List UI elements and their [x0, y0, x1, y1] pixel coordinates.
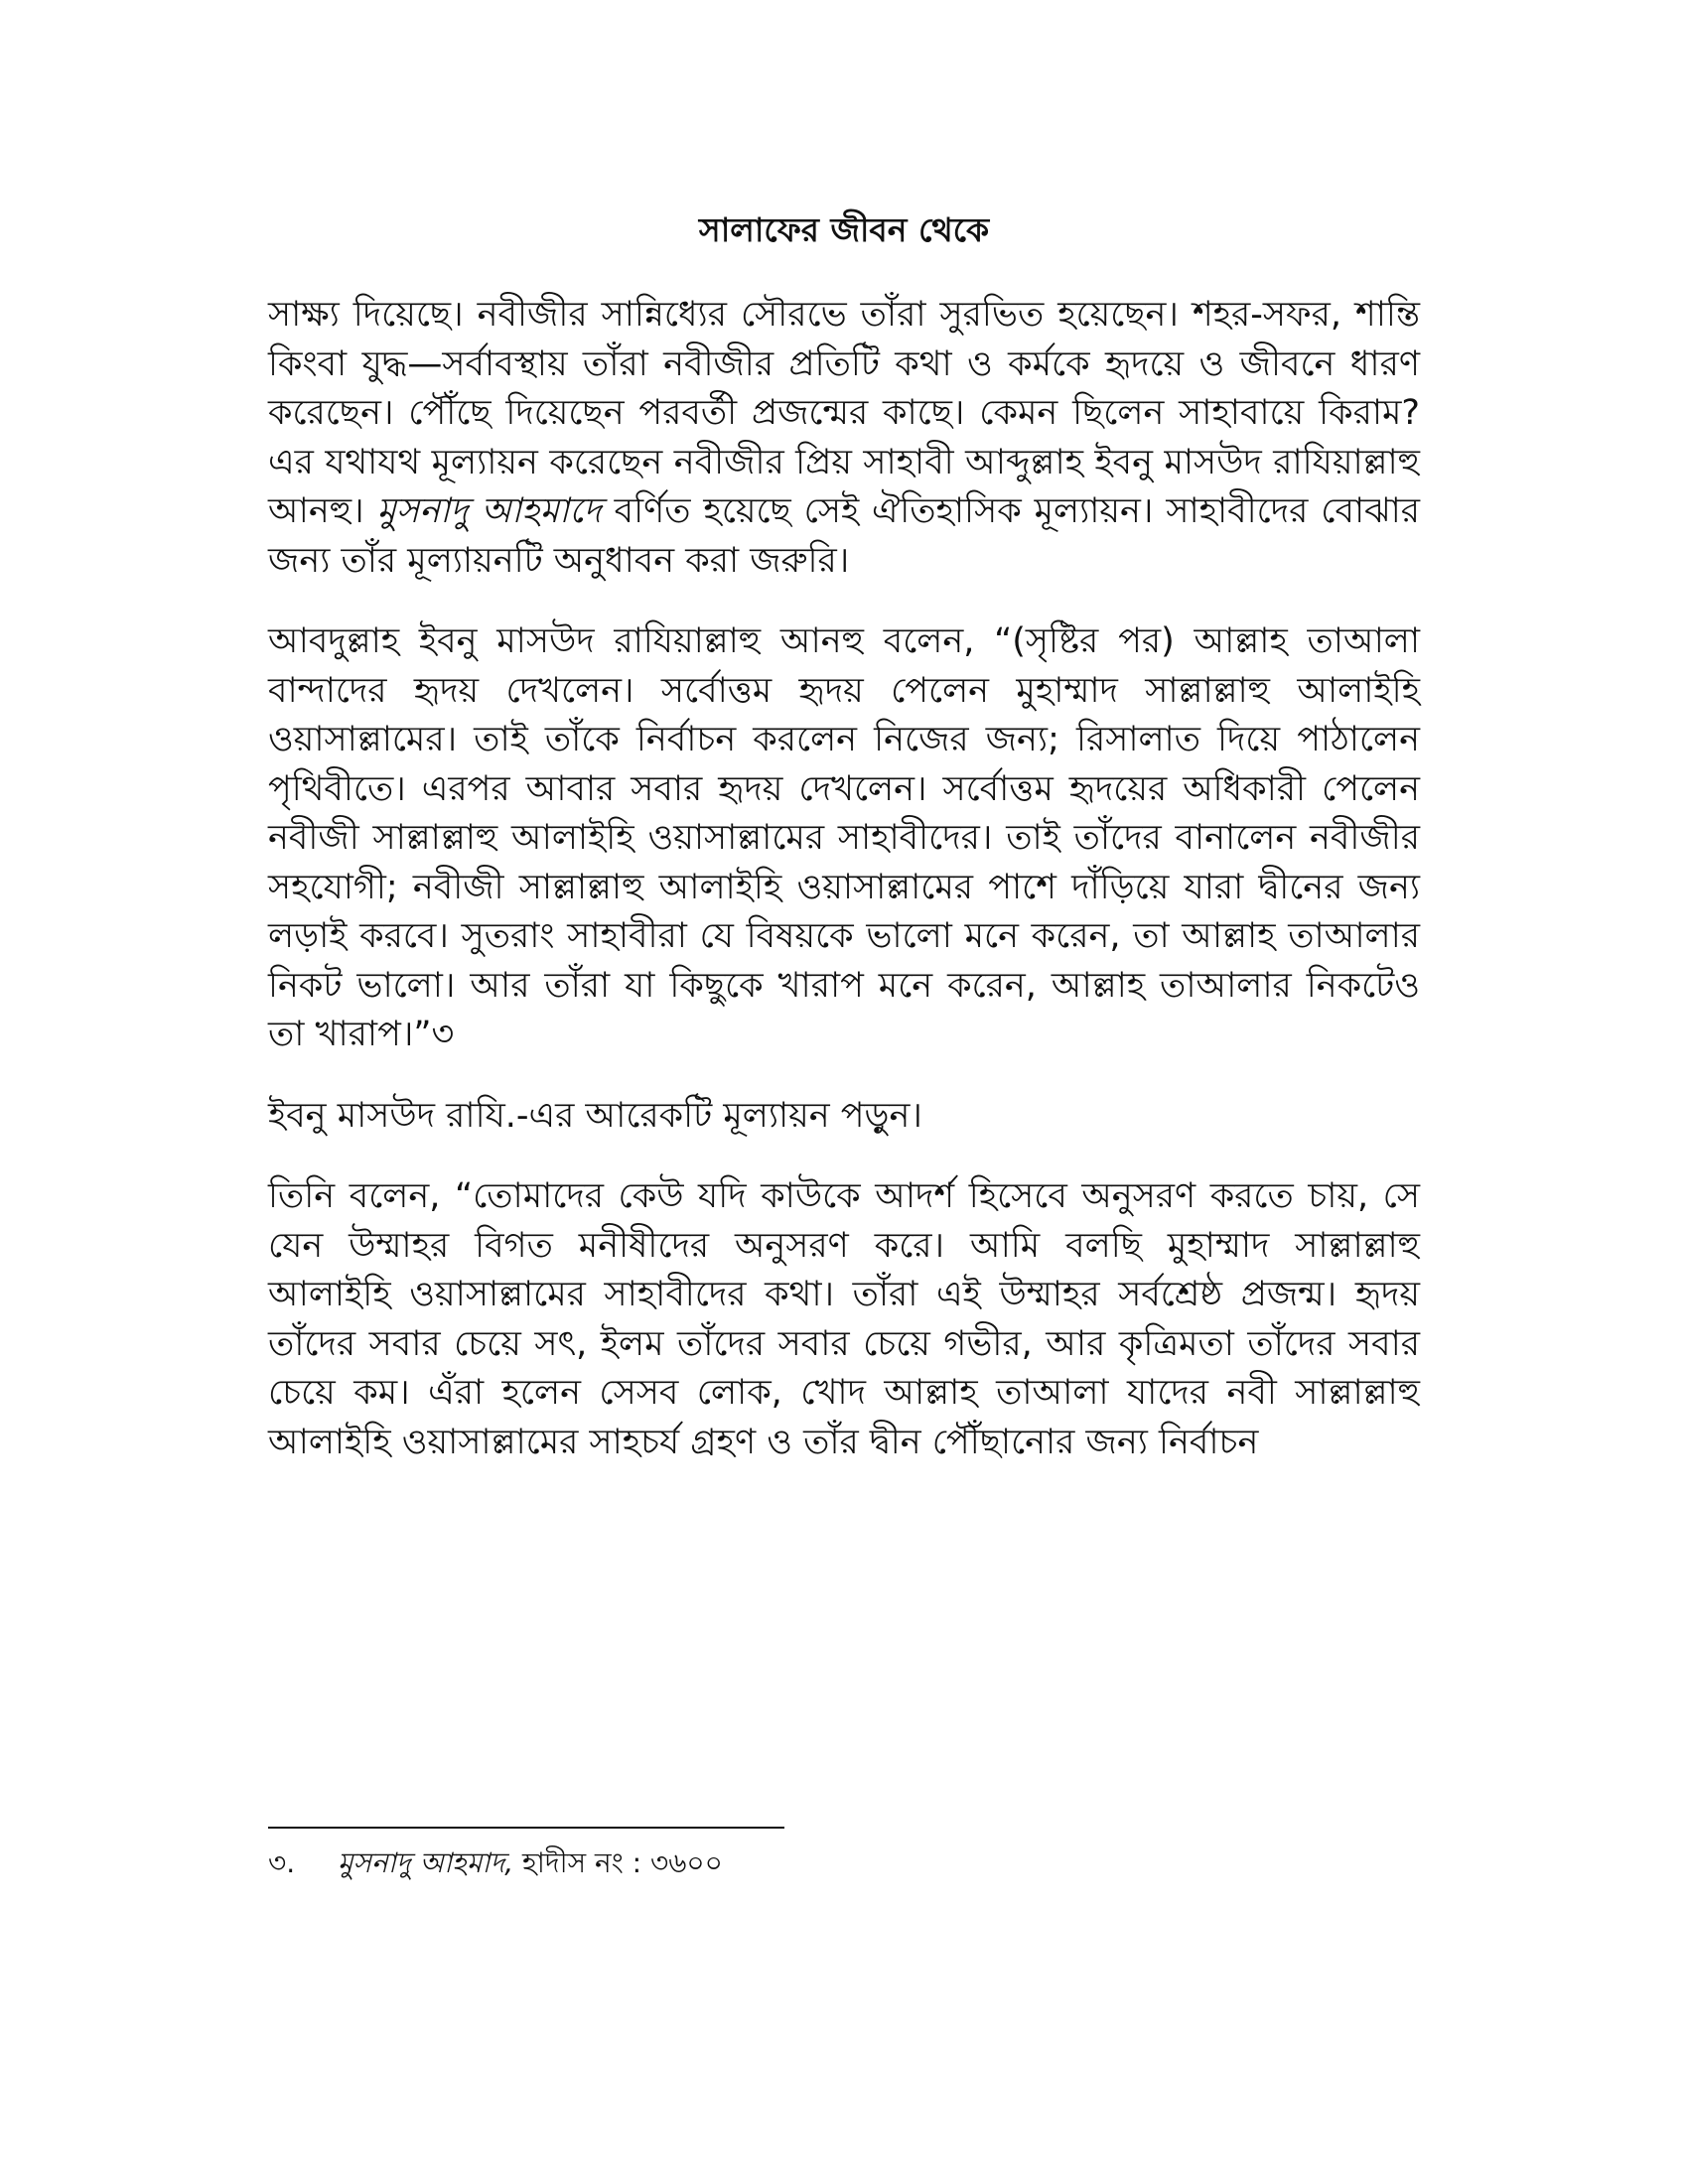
footnote-number: ৩. — [268, 1846, 296, 1879]
body-text — [268, 291, 1420, 1467]
paragraph-1-text-end: বর্ণিত হয়েছে সেই ঐতিহাসিক মূল্যায়ন। সাহাবীদের বোঝার জন্য তাঁর মূল্যায়নটি অনুধাবন করা জরুরি। — [268, 491, 1420, 581]
footnote-divider — [268, 1827, 784, 1829]
paragraph-2: আবদুল্লাহ ইবনু মাসউদ রাযিয়াল্লাহু আনহু বলেন, “(সৃষ্টির পর) আল্লাহ তাআলা বান্দাদের হৃদয় দেখলেন। সর্বোত্তম হৃদয় পেলেন মুহাম্মাদ সাল্লাল্লাহু আলাইহি ওয়াসাল্লামের। তাই তাঁকে নির্বাচন করলেন নিজের জন্য; রিসালাত দিয়ে পাঠালেন পৃথিবীতে। এরপর আবার সবার হৃদয় দেখলেন। সর্বোত্তম হৃদয়ের অধিকারী পেলেন নবীজী সাল্লাল্লাহু আলাইহি ওয়াসাল্লামের সাহাবীদের। তাই তাঁদের বানালেন নবীজীর সহযোগী; নবীজী সাল্লাল্লাহু আলাইহি ওয়াসাল্লামের পাশে দাঁড়িয়ে যারা দ্বীনের জন্য লড়াই করবে। সুতরাং সাহাবীরা যে বিষয়কে ভালো মনে করেন, তা আল্লাহ তাআলার নিকট ভালো। আর তাঁরা যা কিছুকে খারাপ মনে করেন, আল্লাহ তাআলার নিকটেও তা খারাপ।”৩ — [268, 621, 1420, 1054]
running-header: সালাফের জীবন থেকে — [698, 210, 990, 249]
paragraph-3: ইবনু মাসউদ রাযি.-এর আরেকটি মূল্যায়ন পড়ুন। — [268, 1095, 922, 1136]
paragraph-4: তিনি বলেন, “তোমাদের কেউ যদি কাউকে আদর্শ হিসেবে অনুসরণ করতে চায়, সে যেন উম্মাহর বিগত মনীষীদের অনুসরণ করে। আমি বলছি মুহাম্মাদ সাল্লাল্লাহু আলাইহি ওয়াসাল্লামের সাহাবীদের কথা। তাঁরা এই উম্মাহর সর্বশ্রেষ্ঠ প্রজন্ম। হৃদয় তাঁদের সবার চেয়ে সৎ, ইলম তাঁদের সবার চেয়ে গভীর, আর কৃত্রিমতা তাঁদের সবার চেয়ে কম। এঁরা হলেন সেসব লোক, খোদ আল্লাহ তাআলা যাদের নবী সাল্লাল্লাহু আলাইহি ওয়াসাল্লামের সাহচর্য গ্রহণ ও তাঁর দ্বীন পৌঁছানোর জন্য নির্বাচন — [268, 1176, 1420, 1462]
footnote-source: মুসনাদু আহমাদ, — [338, 1846, 514, 1879]
book-title-emphasis: মুসনাদু আহমাদে — [376, 491, 602, 531]
paragraph-1-text: সাক্ষ্য দিয়েছে। নবীজীর সান্নিধ্যের সৌরভে তাঁরা সুরভিত হয়েছেন। শহর-সফর, শান্তি কিংবা যুদ্ধ—সর্বাবস্থায় তাঁরা নবীজীর প্রতিটি কথা ও কর্মকে হৃদয়ে ও জীবনে ধারণ করেছেন। পৌঁছে দিয়েছেন পরবর্তী প্রজন্মের কাছে। কেমন ছিলেন সাহাবায়ে কিরাম? এর যথাযথ মূল্যায়ন করেছেন নবীজীর প্রিয় সাহাবী আব্দুল্লাহ ইবনু মাসউদ রাযিয়াল্লাহু আনহু। — [268, 295, 1420, 531]
footnote-detail: হাদীস নং : ৩৬০০ — [522, 1846, 723, 1879]
footnote — [268, 1842, 1420, 1885]
paragraph-1 — [268, 291, 1420, 586]
